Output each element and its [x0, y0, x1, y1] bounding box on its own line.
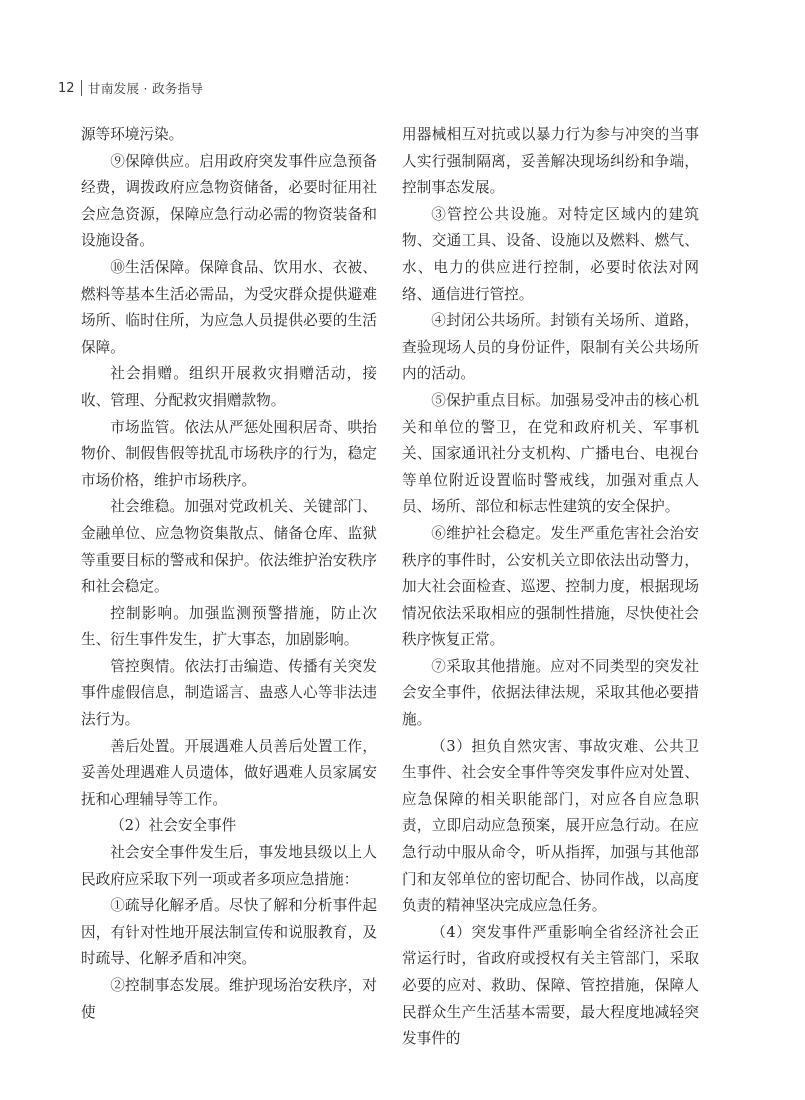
- paragraph: 善后处置。开展遇难人员善后处置工作，妥善处理遇难人员遗体，做好遇难人员家属安抚和心理辅导等工作。: [81, 737, 377, 808]
- paragraph: ①疏导化解矛盾。尽快了解和分析事件起因，有针对性地开展法制宣传和说服教育，及时疏导、化解矛盾和冲突。: [81, 897, 377, 968]
- paragraph: 市场监管。依法从严惩处囤积居奇、哄抬物价、制假售假等扰乱市场秩序的行为，稳定市场价格，维护市场秩序。: [81, 418, 377, 489]
- page-number: 12: [58, 80, 75, 96]
- paragraph: 源等环境污染。: [81, 126, 184, 143]
- left-column: [81, 122, 377, 1026]
- right-column: [402, 122, 699, 1053]
- paragraph: （2）社会安全事件: [110, 817, 237, 835]
- paragraph: （4）突发事件严重影响全省经济社会正常运行时，省政府或授权有关主管部门，采取必要的应对、救助、保障、管控措施，保障人民群众生产生活基本需要，最大程度地减轻突发事件的: [402, 923, 699, 1048]
- paragraph: 管控舆情。依法打击编造、传播有关突发事件虚假信息，制造谣言、蛊惑人心等非法违法行为。: [81, 657, 377, 729]
- paragraph: 控制影响。加强监测预警措施，防止次生、衍生事件发生，扩大事态，加剧影响。: [81, 604, 377, 649]
- paragraph: 用器械相互对抗或以暴力行为参与冲突的当事人实行强制隔离，妥善解决现场纠纷和争端，控制事态发展。: [402, 126, 699, 197]
- paragraph: 社会捐赠。组织开展救灾捐赠活动，接收、管理、分配救灾捐赠款物。: [81, 365, 377, 409]
- paragraph: ③管控公共设施。对特定区域内的建筑物、交通工具、设备、设施以及燃料、燃气、水、电力的供应进行控制，必要时依法对网络、通信进行管控。: [402, 205, 699, 303]
- paragraph: ④封闭公共场所。封锁有关场所、道路，查验现场人员的身份证件，限制有关公共场所内的活动。: [402, 312, 699, 383]
- paragraph: （3）担负自然灾害、事故灾难、公共卫生事件、社会安全事件等突发事件应对处置、应急保障的相关职能部门，对应各自应急职责，立即启动应急预案，展开应急行动。在应急行动中服从命令，听从指挥，加强与其他部门和友邻单位的密切配合、协同作战，以高度负责的精神坚决完成应急任务。: [402, 737, 699, 915]
- running-header: [58, 79, 203, 97]
- paragraph: 社会安全事件发生后，事发地县级以上人民政府应采取下列一项或者多项应急措施：: [81, 844, 377, 888]
- paragraph: ⑦采取其他措施。应对不同类型的突发社会安全事件，依据法律法规，采取其他必要措施。: [402, 657, 699, 729]
- paragraph: ②控制事态发展。维护现场治安秩序，对使: [81, 977, 377, 1021]
- paragraph: ⑨保障供应。启用政府突发事件应急预备经费，调拨政府应急物资储备，必要时征用社会应急资源，保障应急行动必需的物资装备和设施设备。: [81, 152, 377, 250]
- paragraph: ⑤保护重点目标。加强易受冲击的核心机关和单位的警卫，在党和政府机关、军事机关、国家通讯社分支机构、广播电台、电视台等单位附近设置临时警戒线，加强对重点人员、场所、部位和标志性建筑的安全保护。: [402, 391, 699, 516]
- paragraph: ⑥维护社会稳定。发生严重危害社会治安秩序的事件时，公安机关立即依法出动警力，加大社会面检查、巡逻、控制力度，根据现场情况依法采取相应的强制性措施，尽快使社会秩序恢复正常。: [402, 524, 699, 649]
- paragraph: ⑩生活保障。保障食品、饮用水、衣被、燃料等基本生活必需品，为受灾群众提供避难场所、临时住所，为应急人员提供必要的生活保障。: [81, 258, 377, 356]
- header-divider: [81, 80, 83, 96]
- journal-title: 甘南发展 · 政务指导: [88, 81, 204, 96]
- paragraph: 社会维稳。加强对党政机关、关键部门、金融单位、应急物资集散点、储备仓库、监狱等重要目标的警戒和保护。依法维护治安秩序和社会稳定。: [81, 498, 377, 596]
